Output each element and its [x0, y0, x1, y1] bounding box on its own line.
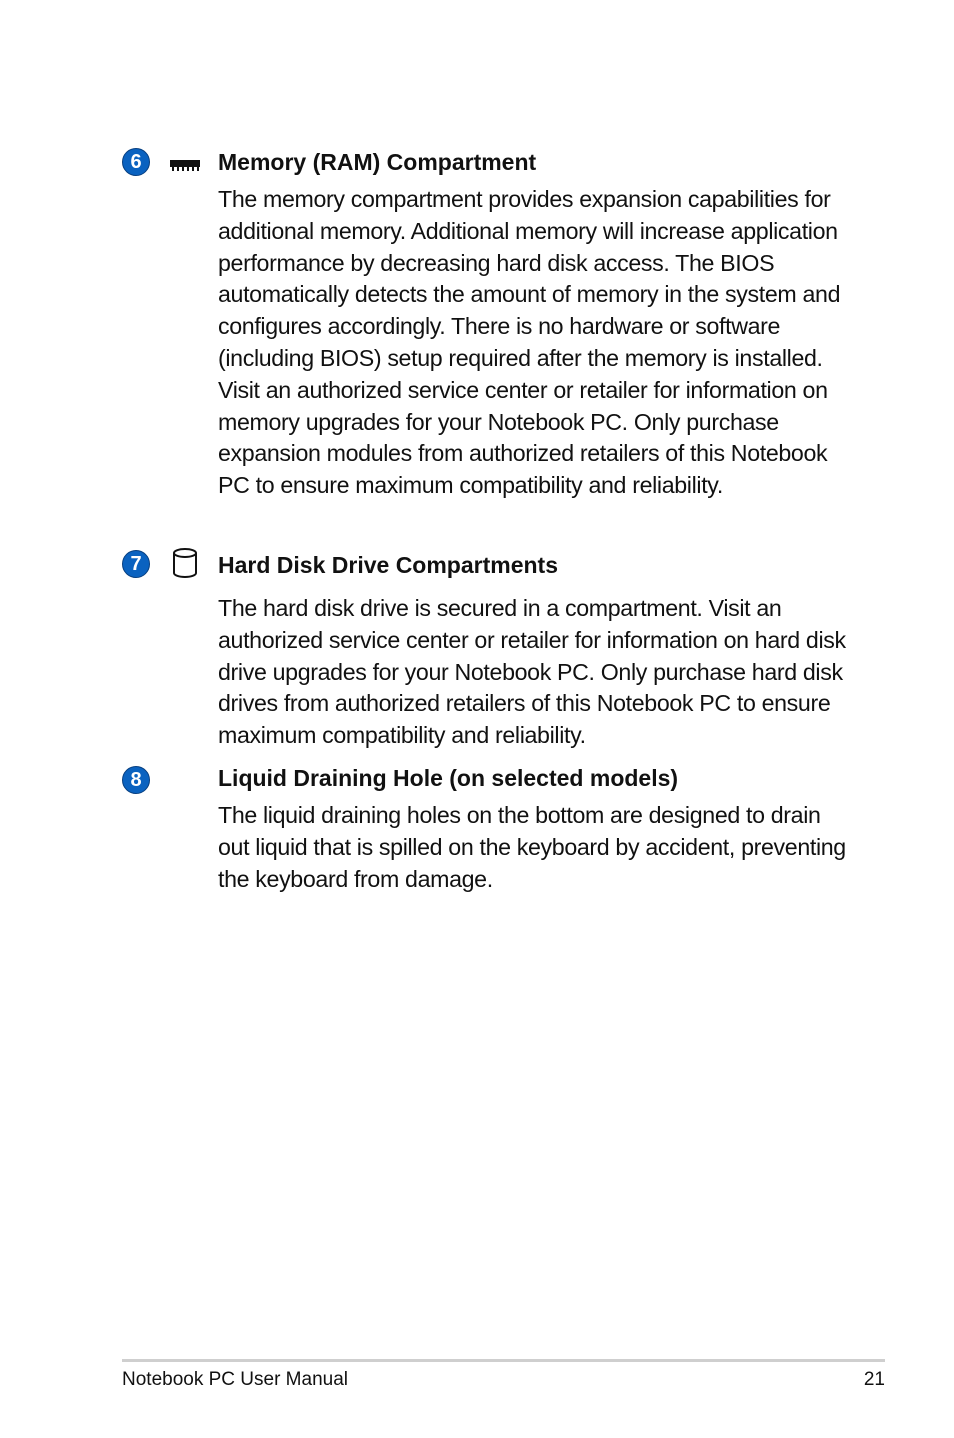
section-heading: Liquid Draining Hole (on selected models) — [218, 765, 679, 791]
section-body: The liquid draining holes on the bottom are designed to drain out liquid that is spilled on the keyboard by accident, preventing the keyboard from damage. — [218, 802, 846, 892]
memory-icon — [168, 146, 202, 180]
section-body: The memory compartment provides expansion capabilities for additional memory. Additional memory will increase application performance by decreasing hard disk access. The BIOS automatically detects the amount of memory in the system and configures accordingly. There is no hardware or software (including BIOS) setup required after the memory is installed. Visit an authorized service center or retailer for information on memory upgrades for your Notebook PC. Only purchase expansion modules from authorized retailers of this Notebook PC to ensure maximum compatibility and reliability. — [218, 186, 841, 499]
footer-title: Notebook PC User Manual — [122, 1369, 348, 1390]
number-badge-6: 6 — [122, 148, 150, 176]
section-heading: Memory (RAM) Compartment — [218, 149, 537, 175]
number-badge-8: 8 — [122, 766, 150, 794]
number-badge-7: 7 — [122, 550, 150, 578]
section-heading: Hard Disk Drive Compartments — [218, 552, 558, 578]
section-body: The hard disk drive is secured in a compartment. Visit an authorized service center or retailer for information on hard disk drive upgrades for your Notebook PC. Only purchase hard disk drives from authorized retailers of this Notebook PC to ensure maximum compatibility and reliability. — [218, 595, 846, 749]
hard-disk-icon — [168, 546, 202, 580]
footer-rule — [122, 1359, 885, 1362]
page-number: 21 — [863, 1369, 885, 1390]
